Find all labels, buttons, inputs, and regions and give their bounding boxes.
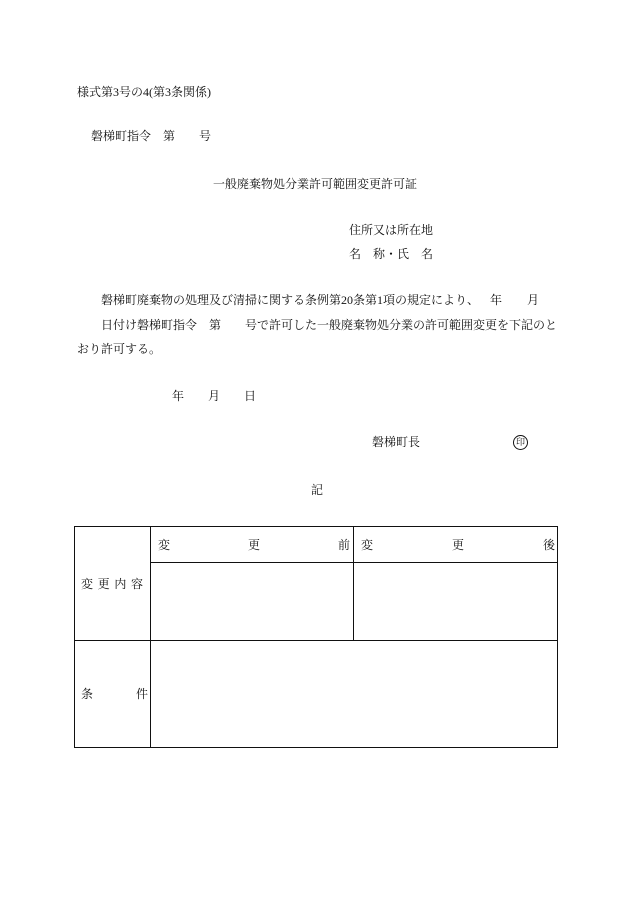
after-header-cell bbox=[354, 527, 558, 563]
conditions-value-cell bbox=[151, 641, 558, 748]
body-year-label: 年 bbox=[490, 293, 503, 307]
content-label: 変更内容 bbox=[81, 576, 143, 591]
document-title: 一般廃棄物処分業許可範囲変更許可証 bbox=[213, 177, 418, 191]
before-header-cell bbox=[151, 527, 354, 563]
name-label: 名 称・氏 名 bbox=[349, 247, 434, 261]
before-value-cell bbox=[151, 563, 354, 641]
body-line-3: おり許可する。 bbox=[77, 342, 162, 356]
notation-ki: 記 bbox=[311, 483, 324, 497]
after-header: 変更後 bbox=[361, 537, 555, 552]
content-label-cell bbox=[75, 527, 151, 641]
order-number: 磐梯町指令 第 号 bbox=[91, 129, 212, 143]
before-header: 変更前 bbox=[158, 537, 350, 552]
conditions-label-cell bbox=[75, 641, 151, 748]
after-value-cell bbox=[354, 563, 558, 641]
body-line-2: 日付け磐梯町指令 第 号で許可した一般廃棄物処分業の許可範囲変更を下記のと bbox=[101, 318, 558, 332]
table-conditions-row bbox=[75, 641, 558, 748]
table-header-row bbox=[75, 527, 558, 563]
body-line-1: 磐梯町廃棄物の処理及び清掃に関する条例第20条第1項の規定により、 bbox=[101, 293, 480, 307]
issue-date: 年 月 日 bbox=[172, 389, 257, 403]
conditions-label: 条件 bbox=[81, 687, 148, 701]
body-month-label: 月 bbox=[527, 293, 540, 307]
form-number: 様式第3号の4(第3条関係) bbox=[77, 85, 211, 99]
address-label: 住所又は所在地 bbox=[349, 223, 434, 237]
change-details-table bbox=[74, 526, 558, 748]
seal-stamp-icon: 印 bbox=[513, 435, 528, 450]
issuer-title: 磐梯町長 bbox=[372, 435, 421, 449]
